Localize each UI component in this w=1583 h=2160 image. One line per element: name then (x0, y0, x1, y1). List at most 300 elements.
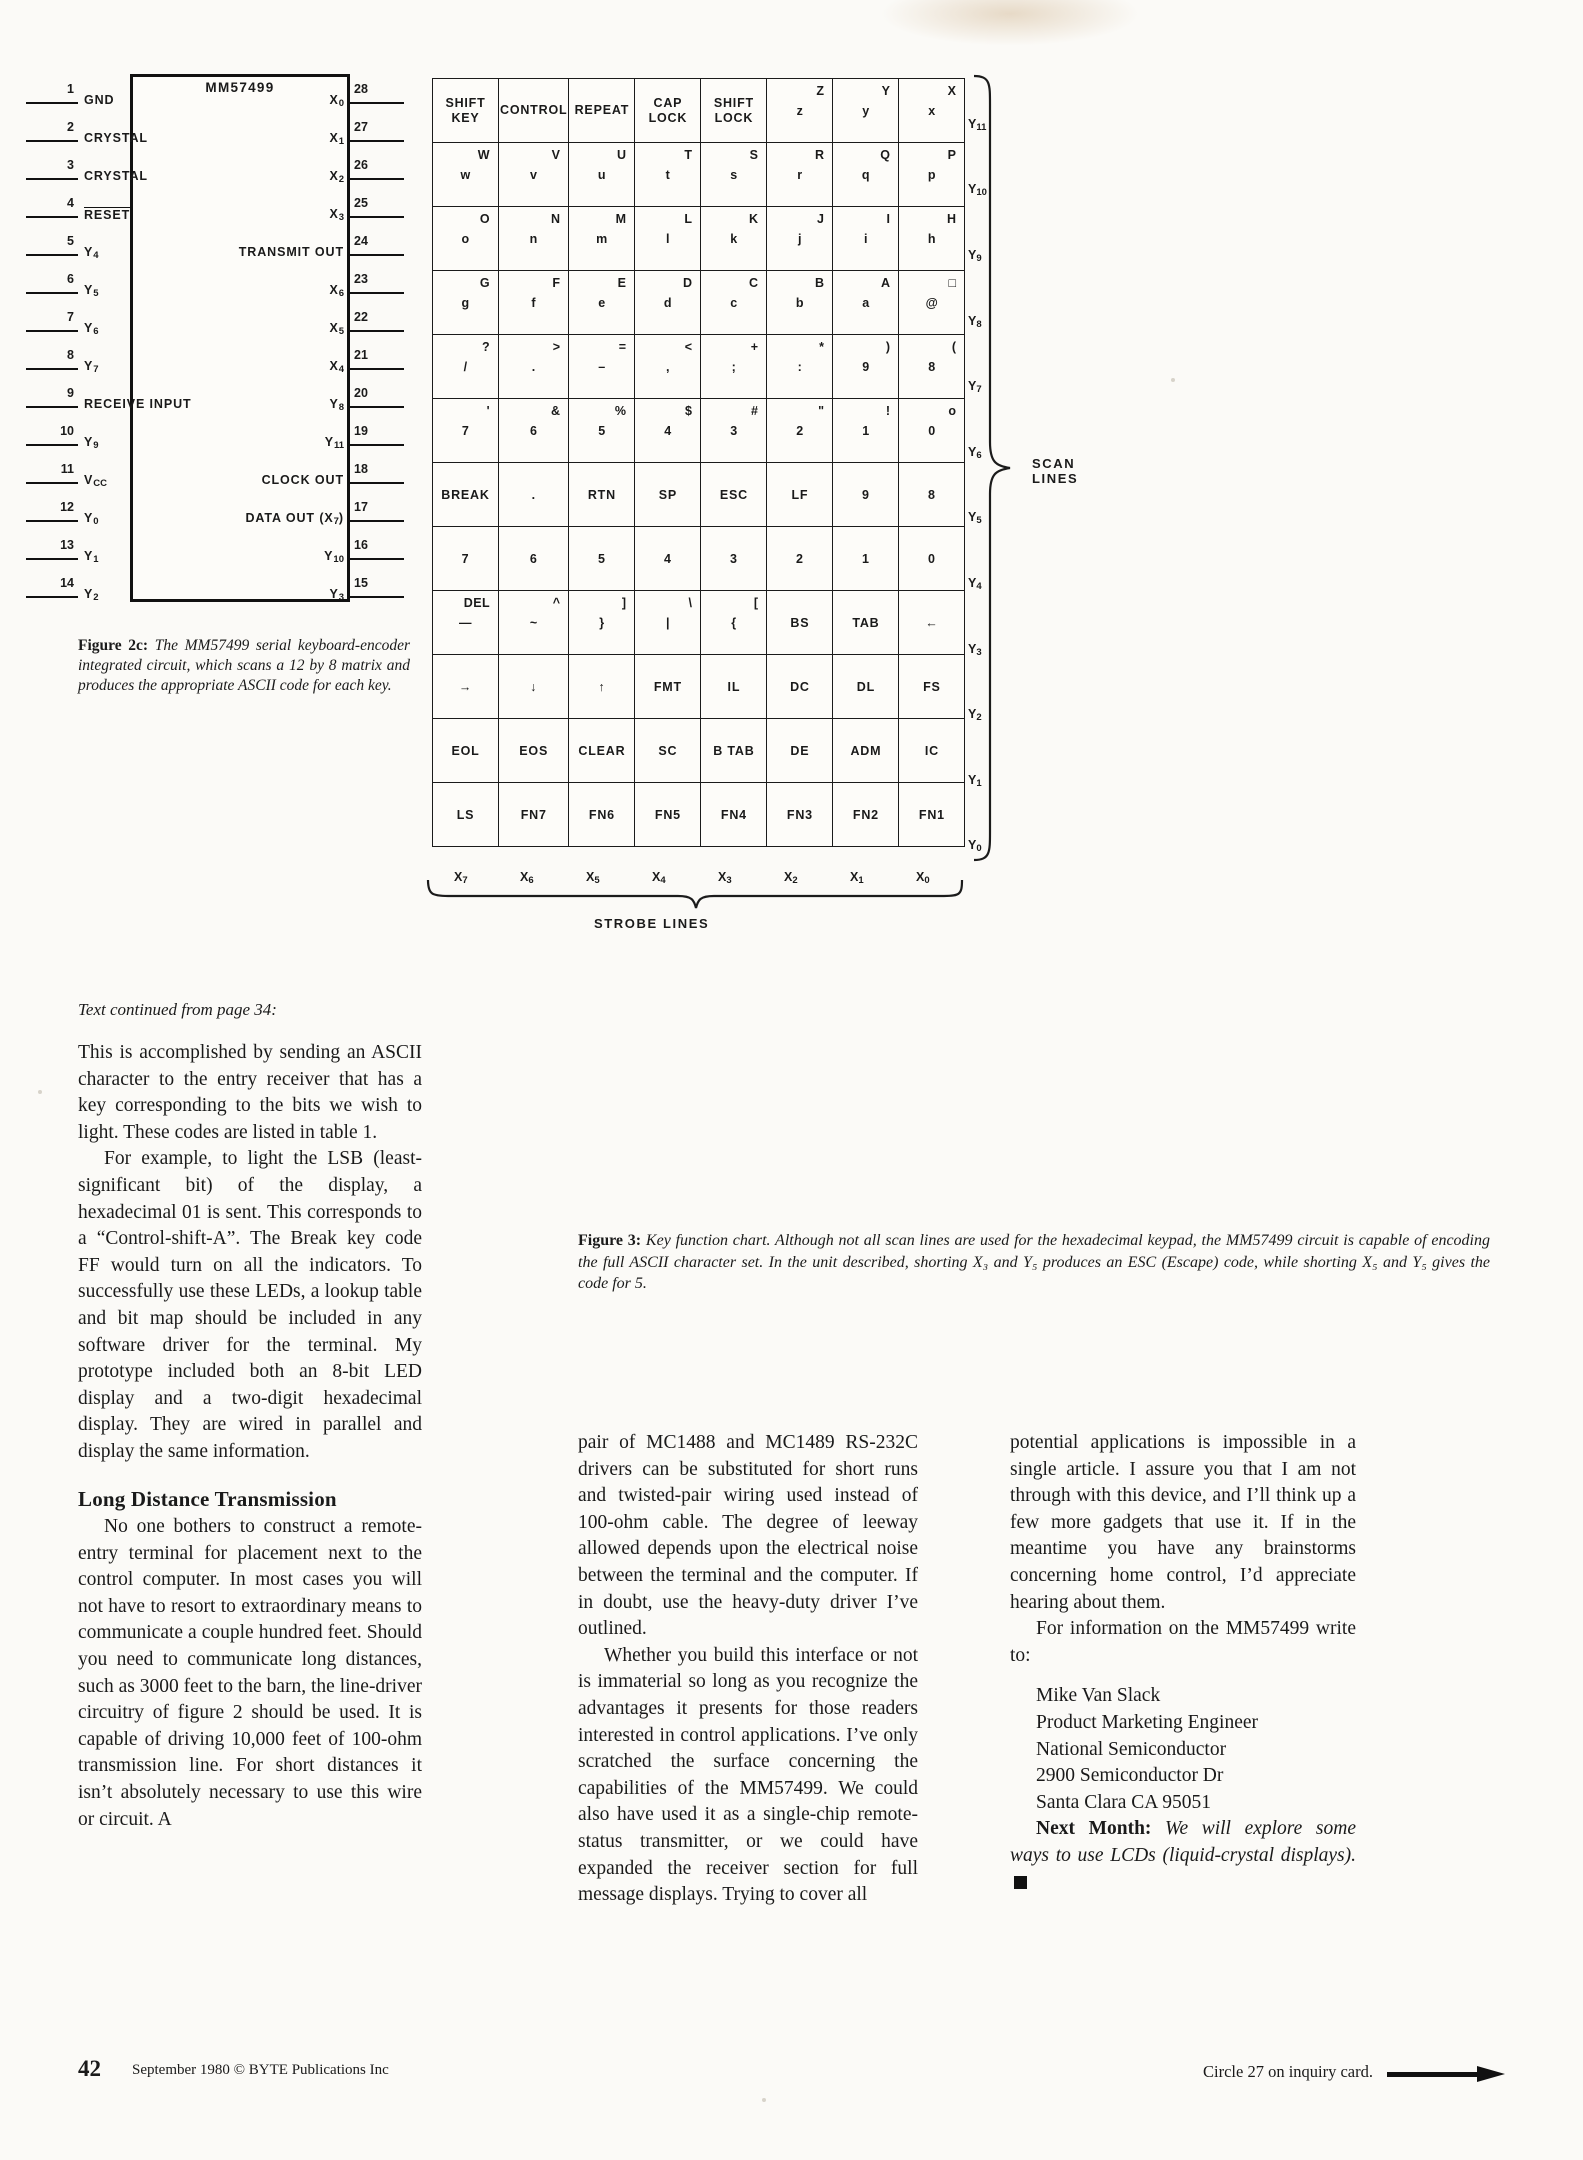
key-cell-unshifted: , (665, 359, 670, 374)
pin-number: 15 (354, 576, 368, 590)
key-cell-r10c7[interactable] (899, 719, 965, 783)
pin-number: 6 (67, 272, 74, 286)
key-cell-r5c2[interactable] (569, 399, 635, 463)
paragraph: Whether you build this interface or not is immaterial so long as you recognize the advantages it presents for those readers interested in control applications. I’ve only scratched the surface concerning the capabilities of the MM57499. We could also have used it as a single-chip remote-status transmitter, or we could have expanded the receiver section for full message displays. Trying to cover all (578, 1644, 918, 1906)
key-cell-r3c1[interactable] (499, 271, 569, 335)
key-cell-r4c5[interactable] (767, 335, 833, 399)
strobe-line-label-x4: $X_4$ (652, 870, 666, 886)
key-cell-r0c4[interactable] (701, 79, 767, 143)
key-cell-shifted: ' (486, 404, 490, 418)
paragraph: For information on the MM57499 write to: (1010, 1618, 1356, 1666)
key-cell-r8c3[interactable] (635, 591, 701, 655)
key-cell-r6c5[interactable] (767, 463, 833, 527)
key-cell-shifted: * (819, 340, 825, 354)
key-chart-row (433, 79, 965, 143)
pin-label: $Y_6$ (84, 321, 99, 337)
key-cell-r4c2[interactable] (569, 335, 635, 399)
pin-lead (26, 216, 78, 218)
pin-label: $X_5$ (329, 321, 344, 337)
key-cell-r9c4[interactable] (701, 655, 767, 719)
paragraph: pair of MC1488 and MC1489 RS-232C drivers can be substituted for short runs and twisted-pair wiring used instead of 100-ohm cable. The degree of leeway allowed depends upon the electrical noise between the terminal and the computer. If in doubt, use the heavy-duty driver I’ve outlined. (578, 1432, 918, 1640)
key-cell-r4c0[interactable] (433, 335, 499, 399)
key-cell-r7c2[interactable] (569, 527, 635, 591)
key-cell-r0c1[interactable] (499, 79, 569, 143)
key-cell-text: ↑ (598, 679, 606, 694)
key-cell-unshifted: z (796, 103, 804, 118)
key-cell-r11c5[interactable] (767, 783, 833, 847)
pin-number: 17 (354, 500, 368, 514)
pin-number: 19 (354, 424, 368, 438)
key-cell-r9c3[interactable] (635, 655, 701, 719)
pin-number: 3 (67, 158, 74, 172)
key-cell-shifted: ! (885, 404, 891, 418)
key-cell-r2c6[interactable] (833, 207, 899, 271)
ic-pin-right-27 (130, 114, 368, 152)
key-cell-r6c0[interactable] (433, 463, 499, 527)
body-column-1 (78, 1040, 422, 1833)
key-cell-shifted: + (750, 340, 759, 354)
key-cell-unshifted: ~ (529, 615, 538, 630)
key-cell-r6c4[interactable] (701, 463, 767, 527)
key-cell-text: CAP LOCK (648, 95, 688, 125)
key-cell-r7c6[interactable] (833, 527, 899, 591)
key-cell-r4c4[interactable] (701, 335, 767, 399)
key-cell-unshifted: d (663, 295, 672, 310)
paragraph: For example, to light the LSB (least-significant bit) of the display, a hexadecimal 01 is sent. This corresponds to a “Control-shift-A”. The Break key code FF would turn on all the indicators. To successfully use these LEDs, a lookup table and bit map should be included in any software driver for the terminal. My prototype included both an 8-bit LED display and a two-digit hexadecimal display. They are wired in parallel and display the same information. (78, 1148, 422, 1462)
key-cell-r3c5[interactable] (767, 271, 833, 335)
ic-pin-right-19 (130, 418, 368, 456)
key-cell-text: B TAB (713, 743, 755, 758)
strobe-line-label-x6: $X_6$ (520, 870, 534, 886)
key-cell-text: BREAK (441, 487, 490, 502)
pin-number: 14 (60, 576, 74, 590)
key-cell-text: FN5 (654, 807, 681, 822)
key-cell-shifted: X (947, 84, 957, 98)
key-cell-unshifted: | (665, 615, 670, 630)
pin-number: 5 (67, 234, 74, 248)
key-cell-r0c3[interactable] (635, 79, 701, 143)
key-cell-r8c5[interactable] (767, 591, 833, 655)
pin-number: 22 (354, 310, 368, 324)
key-cell-r10c0[interactable] (433, 719, 499, 783)
key-cell-text: FN2 (852, 807, 879, 822)
ic-pin-right-15 (130, 570, 368, 608)
key-cell-shifted: M (615, 212, 627, 226)
section-heading: Long Distance Transmission (78, 1486, 337, 1511)
pin-label: $X_6$ (329, 283, 344, 299)
figure-3-caption-label: Figure 3: (578, 1232, 642, 1249)
key-cell-text: FMT (653, 679, 682, 694)
key-cell-r7c0[interactable] (433, 527, 499, 591)
key-cell-r0c7[interactable] (899, 79, 965, 143)
key-cell-text: 0 (928, 551, 936, 566)
pin-label: $V_{CC}$ (84, 473, 107, 489)
address-line: Mike Van Slack (1036, 1685, 1161, 1707)
pin-label: $X_4$ (329, 359, 344, 375)
key-cell-r0c6[interactable] (833, 79, 899, 143)
pin-label: $Y_{10}$ (324, 549, 344, 565)
pin-number: 8 (67, 348, 74, 362)
key-cell-text: FN4 (720, 807, 747, 822)
key-cell-text: REPEAT (574, 103, 630, 117)
key-cell-unshifted: e (598, 295, 606, 310)
key-cell-r6c2[interactable] (569, 463, 635, 527)
pin-lead (26, 520, 78, 522)
pin-number: 10 (60, 424, 74, 438)
ic-pin-right-17 (130, 494, 368, 532)
key-cell-shifted: & (550, 404, 561, 418)
key-chart-row (433, 719, 965, 783)
key-cell-r0c2[interactable] (569, 79, 635, 143)
key-cell-r10c6[interactable] (833, 719, 899, 783)
key-cell-r4c7[interactable] (899, 335, 965, 399)
key-cell-shifted: C (748, 276, 759, 290)
pin-lead (26, 292, 78, 294)
ic-pin-right-23 (130, 266, 368, 304)
key-cell-r8c4[interactable] (701, 591, 767, 655)
pin-number: 9 (67, 386, 74, 400)
key-chart-row (433, 399, 965, 463)
pin-lead (26, 330, 78, 332)
key-cell-text: ADM (850, 743, 882, 758)
key-cell-r11c6[interactable] (833, 783, 899, 847)
key-cell-shifted: Z (816, 84, 825, 98)
key-cell-unshifted: u (597, 167, 606, 182)
key-cell-r5c4[interactable] (701, 399, 767, 463)
key-cell-r2c7[interactable] (899, 207, 965, 271)
figure-3-caption (578, 1230, 1490, 1295)
key-cell-text: CLEAR (578, 743, 626, 758)
key-cell-unshifted: o (461, 231, 470, 246)
key-cell-unshifted: 7 (461, 423, 470, 438)
key-cell-r2c2[interactable] (569, 207, 635, 271)
key-cell-r8c0[interactable] (433, 591, 499, 655)
key-cell-r5c1[interactable] (499, 399, 569, 463)
key-cell-unshifted: @ (925, 295, 939, 310)
inquiry-card-note: Circle 27 on inquiry card. (1203, 2062, 1373, 2081)
key-cell-r2c0[interactable] (433, 207, 499, 271)
ic-pin-right-18 (130, 456, 368, 494)
key-cell-text: 1 (862, 551, 870, 566)
pin-label: $Y_8$ (329, 397, 344, 413)
key-cell-shifted: " (818, 404, 825, 418)
pin-number: 11 (60, 462, 74, 476)
scan-line-label-y9: $Y_9$ (968, 248, 982, 264)
key-cell-text: EOS (519, 743, 549, 758)
key-cell-unshifted: p (927, 167, 936, 182)
pin-number: 12 (60, 500, 74, 514)
key-cell-text: 8 (928, 487, 936, 502)
key-cell-shifted: S (749, 148, 759, 162)
key-cell-r3c2[interactable] (569, 271, 635, 335)
key-cell-r11c4[interactable] (701, 783, 767, 847)
key-cell-unshifted: 5 (598, 423, 606, 438)
pin-label: $Y_1$ (84, 549, 99, 565)
key-cell-r1c5[interactable] (767, 143, 833, 207)
key-cell-text: RTN (587, 487, 616, 502)
key-cell-unshifted: a (862, 295, 870, 310)
key-cell-r1c7[interactable] (899, 143, 965, 207)
pin-lead (350, 102, 404, 104)
paragraph: potential applications is impossible in a single article. I assure you that I am not through with this device, and I’ll think up a few more gadgets that use it. If in the meantime you have any brainstorms concerning home control, I’d appreciate hearing about them. (1010, 1432, 1356, 1613)
key-cell-r1c4[interactable] (701, 143, 767, 207)
key-cell-unshifted: m (596, 231, 608, 246)
scan-artifact (880, 0, 1140, 46)
pin-lead (350, 482, 404, 484)
key-cell-shifted: Y (881, 84, 891, 98)
key-cell-r8c6[interactable] (833, 591, 899, 655)
scan-line-label-y0: $Y_0$ (968, 838, 982, 855)
key-cell-r3c0[interactable] (433, 271, 499, 335)
key-cell-r9c0[interactable] (433, 655, 499, 719)
key-cell-r8c2[interactable] (569, 591, 635, 655)
key-cell-r5c3[interactable] (635, 399, 701, 463)
key-cell-r8c1[interactable] (499, 591, 569, 655)
scan-line-label-y7: $Y_7$ (968, 379, 982, 396)
key-cell-r3c6[interactable] (833, 271, 899, 335)
key-cell-r6c1[interactable] (499, 463, 569, 527)
key-cell-r1c3[interactable] (635, 143, 701, 207)
pin-lead (26, 368, 78, 370)
key-cell-r3c7[interactable] (899, 271, 965, 335)
key-cell-text: LS (456, 807, 475, 822)
key-cell-r9c1[interactable] (499, 655, 569, 719)
key-cell-r9c7[interactable] (899, 655, 965, 719)
key-cell-r0c5[interactable] (767, 79, 833, 143)
key-cell-shifted: Q (880, 148, 891, 162)
key-cell-shifted: E (617, 276, 627, 290)
key-cell-r5c0[interactable] (433, 399, 499, 463)
ic-pin-right-21 (130, 342, 368, 380)
key-cell-r10c5[interactable] (767, 719, 833, 783)
key-cell-r6c6[interactable] (833, 463, 899, 527)
strobe-line-label-x7: $X_7$ (454, 870, 468, 886)
key-cell-r1c6[interactable] (833, 143, 899, 207)
key-chart-row (433, 527, 965, 591)
key-cell-r3c3[interactable] (635, 271, 701, 335)
pin-label: RESET (84, 207, 131, 222)
pin-lead (350, 520, 404, 522)
key-cell-shifted: D (682, 276, 693, 290)
key-cell-text: 7 (461, 551, 470, 566)
key-cell-r4c3[interactable] (635, 335, 701, 399)
strobe-lines-title: STROBE LINES (594, 916, 710, 931)
key-cell-text: → (458, 679, 473, 694)
key-cell-r9c5[interactable] (767, 655, 833, 719)
pin-lead (350, 178, 404, 180)
next-month-text: We will explore some ways to use LCDs (liquid-crystal displays). (1010, 1818, 1356, 1866)
key-cell-text: SHIFT KEY (445, 95, 486, 125)
key-cell-r4c1[interactable] (499, 335, 569, 399)
key-cell-r9c2[interactable] (569, 655, 635, 719)
pin-lead (26, 444, 78, 446)
key-chart-row (433, 783, 965, 847)
key-cell-shifted: W (477, 148, 490, 162)
key-cell-r5c7[interactable] (899, 399, 965, 463)
scan-line-label-y2: $Y_2$ (968, 707, 982, 724)
pin-label: $X_3$ (329, 207, 344, 223)
key-cell-r10c1[interactable] (499, 719, 569, 783)
key-cell-text: LF (791, 487, 809, 502)
key-chart-row (433, 143, 965, 207)
key-chart-row (433, 655, 965, 719)
pin-lead (26, 558, 78, 560)
strobe-lines-brace (426, 878, 966, 912)
key-cell-text: IC (924, 743, 939, 758)
key-cell-r11c1[interactable] (499, 783, 569, 847)
key-cell-r5c5[interactable] (767, 399, 833, 463)
ic-pin-right-26 (130, 152, 368, 190)
key-cell-shifted: > (552, 340, 561, 354)
key-cell-shifted: N (550, 212, 561, 226)
key-cell-r7c1[interactable] (499, 527, 569, 591)
key-cell-shifted: O (479, 212, 490, 226)
key-cell-shifted: ] (621, 596, 627, 610)
scan-speck (1171, 378, 1175, 382)
key-cell-r10c2[interactable] (569, 719, 635, 783)
key-cell-r1c0[interactable] (433, 143, 499, 207)
key-cell-r2c1[interactable] (499, 207, 569, 271)
key-cell-unshifted: f (531, 295, 536, 310)
pin-label: GND (84, 93, 115, 107)
pin-lead (26, 482, 78, 484)
key-cell-unshifted: – (598, 359, 606, 374)
key-cell-r7c3[interactable] (635, 527, 701, 591)
pin-label: $Y_2$ (84, 587, 99, 603)
key-cell-r11c3[interactable] (635, 783, 701, 847)
key-cell-shifted: G (479, 276, 490, 290)
scan-line-label-y3: $Y_3$ (968, 641, 982, 658)
key-cell-shifted: ) (885, 340, 891, 354)
pin-lead (350, 444, 404, 446)
scan-speck (38, 1090, 42, 1094)
key-cell-unshifted: . (531, 359, 536, 374)
key-cell-r2c3[interactable] (635, 207, 701, 271)
pin-number: 21 (354, 348, 368, 362)
pin-number: 28 (354, 82, 368, 96)
key-cell-unshifted: 1 (862, 423, 870, 438)
key-cell-shifted: □ (948, 276, 957, 290)
key-cell-shifted: $ (685, 404, 693, 418)
key-cell-unshifted: : (797, 359, 803, 374)
key-cell-text: EOL (451, 743, 480, 758)
scan-lines-brace (970, 74, 1026, 864)
key-cell-text: TAB (852, 615, 880, 630)
key-cell-shifted: % (614, 404, 627, 418)
page-number: 42 (78, 2056, 101, 2081)
key-cell-r0c0[interactable] (433, 79, 499, 143)
end-of-article-mark (1014, 1876, 1027, 1889)
address-line: Product Marketing Engineer (1036, 1711, 1259, 1733)
key-cell-shifted: F (552, 276, 561, 290)
key-cell-r1c1[interactable] (499, 143, 569, 207)
key-cell-shifted: P (947, 148, 957, 162)
scan-line-label-y4: $Y_4$ (968, 576, 982, 592)
key-chart-row (433, 335, 965, 399)
pin-number: 2 (67, 120, 74, 134)
key-chart-row (433, 271, 965, 335)
key-cell-text: DC (790, 679, 810, 694)
key-cell-r4c6[interactable] (833, 335, 899, 399)
key-cell-text: 9 (862, 487, 870, 502)
pin-lead (350, 216, 404, 218)
key-cell-unshifted: 9 (862, 359, 870, 374)
pin-lead (26, 254, 78, 256)
key-cell-text: IL (727, 679, 741, 694)
ic-pin-right-20 (130, 380, 368, 418)
pin-lead (26, 178, 78, 180)
pin-label: DATA OUT $(X_7)$ (245, 511, 344, 527)
scan-line-label-y11: $Y_{11}$ (968, 116, 987, 133)
key-cell-shifted: ? (481, 340, 490, 354)
figure-2c-caption-text: The MM57499 serial keyboard-encoder integrated circuit, which scans a 12 by 8 matrix and produces the appropriate ASCII code for each key. (78, 637, 411, 694)
key-cell-shifted: ( (951, 340, 957, 354)
key-cell-text: 6 (529, 551, 538, 566)
pin-lead (350, 558, 404, 560)
pin-label: RECEIVE INPUT (84, 397, 192, 411)
key-cell-r5c6[interactable] (833, 399, 899, 463)
pin-lead (350, 330, 404, 332)
key-cell-r6c3[interactable] (635, 463, 701, 527)
scan-line-label-y5: $Y_5$ (968, 510, 982, 527)
ic-pin-right-28 (130, 76, 368, 114)
paragraph: This is accomplished by sending an ASCII character to the entry receiver that has a key corresponding to the bits we wish to light. These codes are listed in table 1. (78, 1042, 422, 1143)
key-cell-r7c5[interactable] (767, 527, 833, 591)
pin-number: 1 (67, 82, 74, 96)
key-cell-r8c7[interactable] (899, 591, 965, 655)
key-cell-r10c4[interactable] (701, 719, 767, 783)
page-footer (0, 2056, 1583, 2096)
key-cell-shifted: ^ (552, 596, 561, 610)
scan-speck (762, 2098, 766, 2102)
pin-number: 24 (354, 234, 368, 248)
key-cell-shifted: K (748, 212, 759, 226)
contact-address-block (1010, 1683, 1356, 1816)
key-cell-shifted: T (684, 148, 693, 162)
key-cell-text: ↓ (530, 679, 538, 694)
key-cell-shifted: R (814, 148, 825, 162)
key-cell-r7c7[interactable] (899, 527, 965, 591)
key-cell-r2c5[interactable] (767, 207, 833, 271)
pin-number: 18 (354, 462, 368, 476)
key-cell-r1c2[interactable] (569, 143, 635, 207)
key-cell-unshifted: r (797, 167, 803, 182)
scan-line-label-y6: $Y_6$ (968, 444, 982, 461)
key-cell-r3c4[interactable] (701, 271, 767, 335)
key-cell-r9c6[interactable] (833, 655, 899, 719)
key-cell-r6c7[interactable] (899, 463, 965, 527)
key-cell-r7c4[interactable] (701, 527, 767, 591)
pin-lead (350, 406, 404, 408)
key-cell-r11c0[interactable] (433, 783, 499, 847)
key-cell-unshifted: x (928, 103, 936, 118)
key-cell-text: . (531, 487, 536, 502)
pin-number: 16 (354, 538, 368, 552)
key-cell-r11c7[interactable] (899, 783, 965, 847)
key-cell-unshifted: ; (731, 359, 737, 374)
key-cell-shifted: H (946, 212, 957, 226)
address-line: 2900 Semiconductor Dr (1036, 1765, 1224, 1787)
pin-label: $Y_5$ (84, 283, 99, 299)
key-cell-text: 2 (796, 551, 804, 566)
key-cell-unshifted: q (861, 167, 870, 182)
key-cell-text: FN3 (786, 807, 813, 822)
key-cell-r10c3[interactable] (635, 719, 701, 783)
pin-label: $X_2$ (329, 169, 344, 185)
key-cell-r11c2[interactable] (569, 783, 635, 847)
key-cell-r2c4[interactable] (701, 207, 767, 271)
pin-label: $Y_3$ (329, 587, 344, 603)
